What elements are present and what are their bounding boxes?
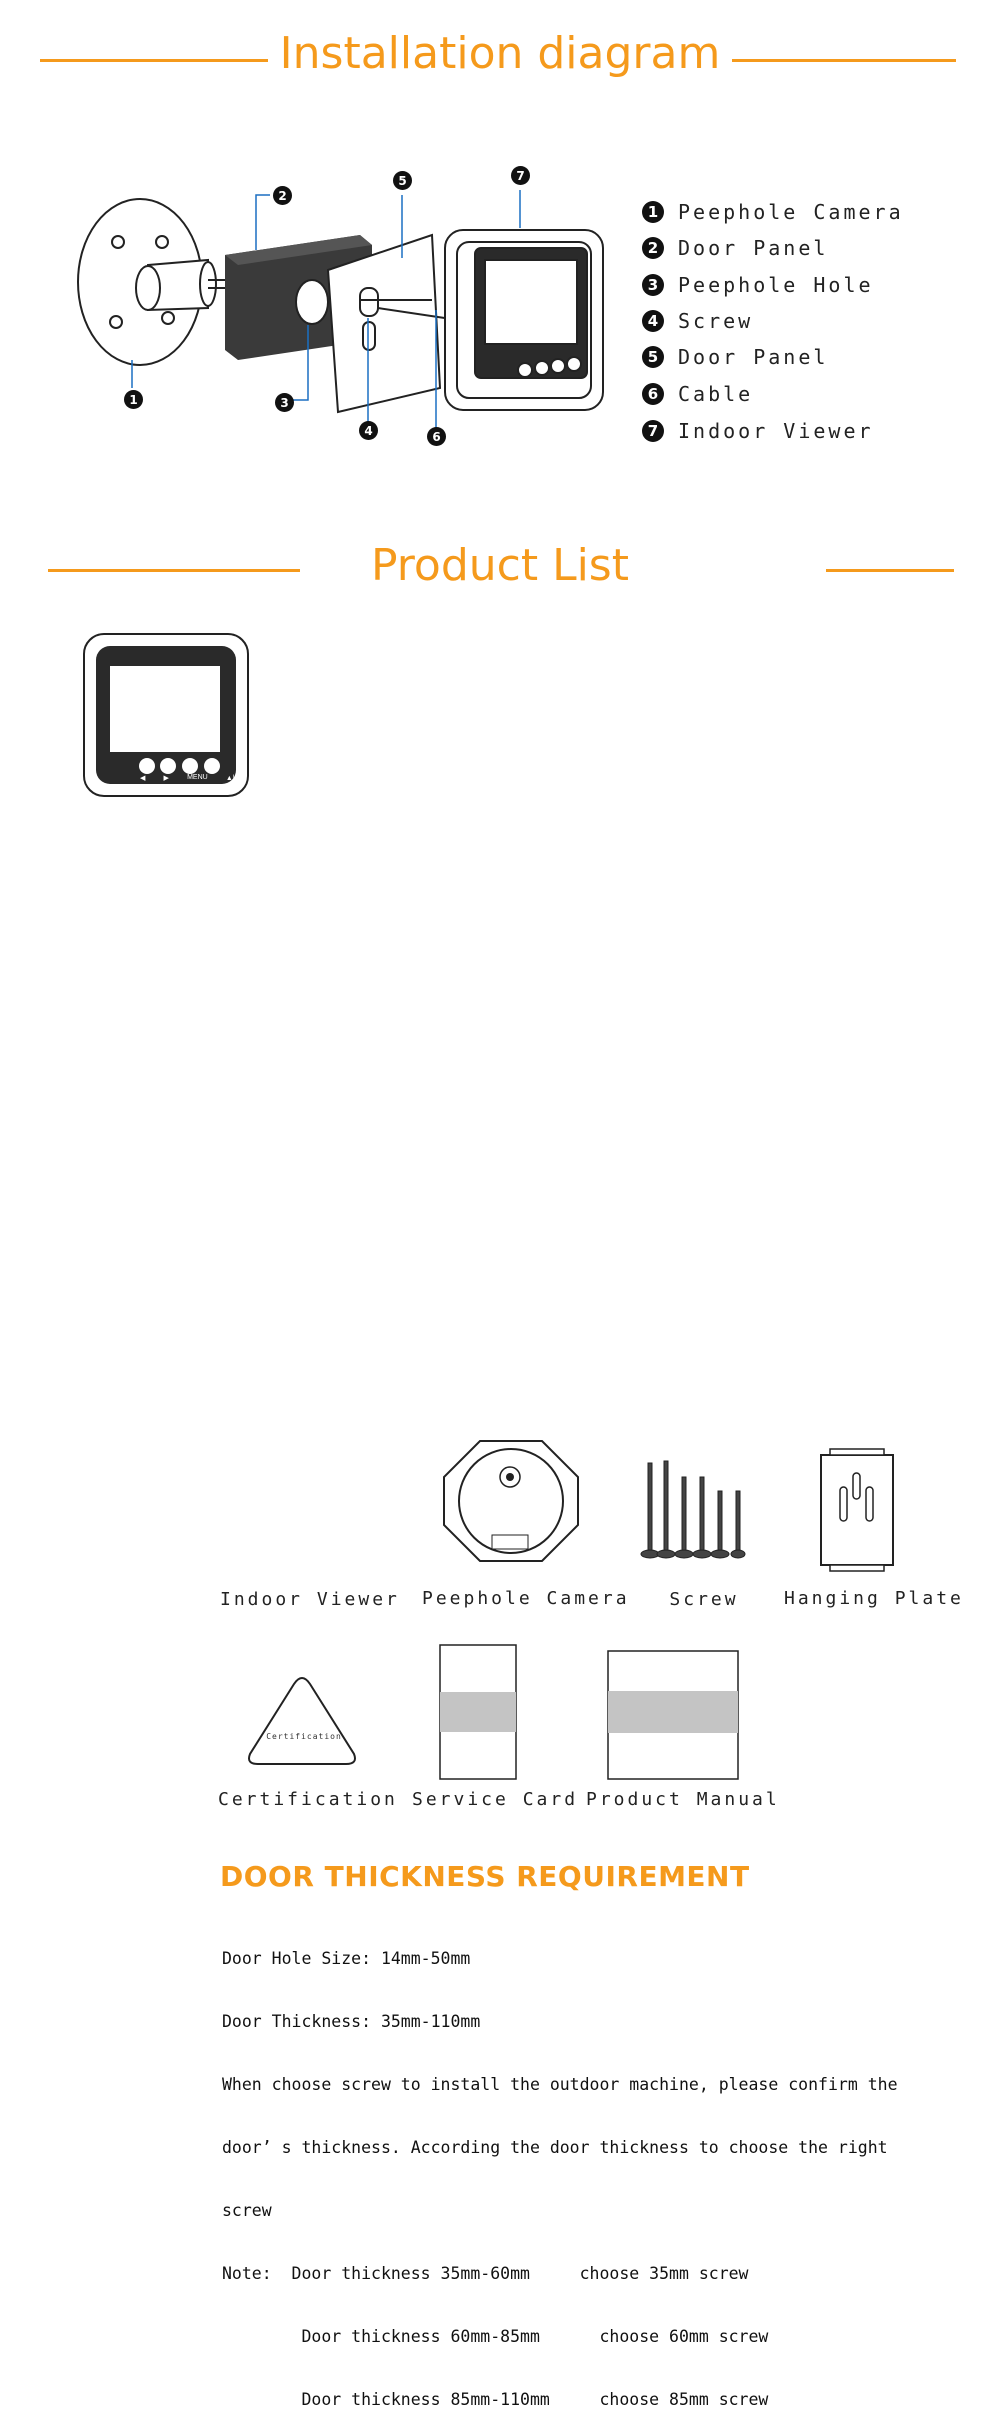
legend-label: Peephole Camera bbox=[678, 200, 904, 224]
product-label-service-card: Service Card bbox=[412, 1789, 579, 1810]
heading-rule-right bbox=[826, 569, 954, 572]
installation-illustration bbox=[60, 150, 620, 460]
legend-item-4 bbox=[642, 308, 753, 334]
heading-rule-right bbox=[732, 59, 956, 62]
legend-item-7 bbox=[642, 418, 874, 444]
legend-item-3 bbox=[642, 272, 874, 298]
legend-item-6 bbox=[642, 381, 753, 407]
certification-image bbox=[244, 1674, 360, 1770]
screws-image bbox=[636, 1459, 746, 1563]
callout-6: 6 bbox=[427, 427, 446, 446]
legend-label: Indoor Viewer bbox=[678, 419, 874, 443]
legend-item-5 bbox=[642, 344, 828, 370]
certification-text: Certification bbox=[266, 1732, 342, 1741]
product-label-screw: Screw bbox=[669, 1589, 739, 1610]
heading-rule-left bbox=[40, 59, 268, 62]
callout-4: 4 bbox=[359, 421, 378, 440]
requirement-body bbox=[222, 1906, 898, 2431]
callout-1: 1 bbox=[124, 390, 143, 409]
viewer-right-label: ▶ bbox=[163, 775, 169, 782]
callout-7: 7 bbox=[511, 166, 530, 185]
requirement-line: When choose screw to install the outdoor machine, please confirm the bbox=[222, 2075, 898, 2094]
hanging-plate-image bbox=[816, 1447, 898, 1573]
legend-label: Door Panel bbox=[678, 345, 829, 369]
legend-number: 5 bbox=[642, 346, 664, 368]
product-list-heading: Product List bbox=[371, 540, 629, 591]
peephole-camera-image bbox=[440, 1437, 582, 1565]
viewer-left-label: ◀ bbox=[140, 775, 146, 782]
heading-rule-left bbox=[48, 569, 300, 572]
legend-label: Peephole Hole bbox=[678, 273, 874, 297]
requirement-line: door’ s thickness. According the door thickness to choose the right bbox=[222, 2138, 888, 2157]
legend-number: 3 bbox=[642, 274, 664, 296]
product-label-certification: Certification bbox=[218, 1789, 398, 1810]
callout-2: 2 bbox=[273, 186, 292, 205]
callout-3: 3 bbox=[275, 393, 294, 412]
product-manual-image bbox=[607, 1650, 739, 1780]
legend-label: Cable bbox=[678, 382, 754, 406]
viewer-menu-label: MENU bbox=[187, 774, 208, 781]
service-card-image bbox=[439, 1644, 517, 1780]
legend-item-1 bbox=[642, 199, 904, 225]
legend-number: 1 bbox=[642, 201, 664, 223]
legend-number: 6 bbox=[642, 383, 664, 405]
requirement-line: Door thickness 60mm-85mm choose 60mm screw bbox=[222, 2327, 769, 2346]
product-label-product-manual: Product Manual bbox=[586, 1789, 780, 1810]
requirement-line: Door thickness 85mm-110mm choose 85mm screw bbox=[222, 2390, 769, 2409]
legend-number: 2 bbox=[642, 237, 664, 259]
legend-label: Screw bbox=[678, 309, 754, 333]
callout-5: 5 bbox=[393, 171, 412, 190]
legend-label: Door Panel bbox=[678, 236, 829, 260]
requirement-line: Door Thickness: 35mm-110mm bbox=[222, 2012, 481, 2031]
requirement-line: Note: Door thickness 35mm-60mm choose 35mm screw bbox=[222, 2264, 749, 2283]
viewer-button-labels bbox=[140, 774, 964, 2409]
legend-number: 4 bbox=[642, 310, 664, 332]
requirement-line: Door Hole Size: 14mm-50mm bbox=[222, 1949, 471, 1968]
product-label-indoor-viewer: Indoor Viewer bbox=[220, 1589, 400, 1610]
product-label-peephole-camera: Peephole Camera bbox=[422, 1588, 630, 1609]
legend-number: 7 bbox=[642, 420, 664, 442]
requirement-title: DOOR THICKNESS REQUIREMENT bbox=[220, 1860, 750, 1893]
viewer-up-label: ▲|◆ bbox=[225, 775, 240, 782]
requirement-line: screw bbox=[222, 2201, 272, 2220]
installation-heading: Installation diagram bbox=[279, 28, 721, 79]
product-label-hanging-plate: Hanging Plate bbox=[784, 1588, 964, 1609]
legend-item-2 bbox=[642, 235, 828, 261]
